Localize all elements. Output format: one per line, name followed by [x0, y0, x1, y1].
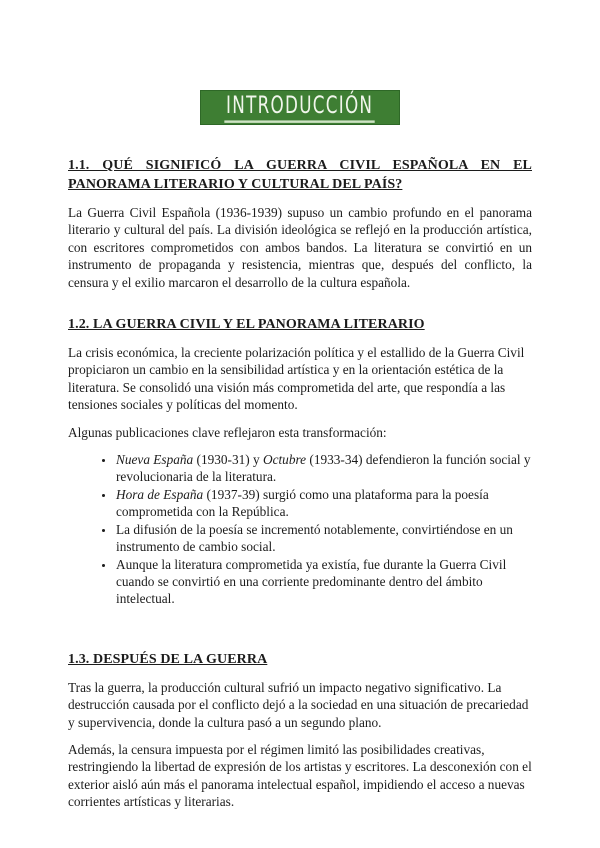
list-item-literatura-comprometida — [115, 556, 532, 608]
publication-title: Hora de España — [116, 486, 204, 502]
list-item-hora-de-espana — [115, 486, 532, 521]
paragraph-censorship: Además, la censura impuesta por el régimen limitó las posibilidades creativas, restringiendo la libertad de expresión de los artistas y escritores. La desconexión con el exterior aisló aún más el panorama intelectual español, impidiendo el acceso a nuevas corrientes artísticas y literarias. — [68, 741, 532, 810]
list-item-text: (1933-34) defendieron la función social y revolucionaria de la literatura. — [116, 452, 531, 485]
list-item-text: Aunque la literatura comprometida ya existía, fue durante la Guerra Civil cuando se convirtió en una corriente predominante dentro del ámbito intelectual. — [116, 556, 507, 607]
list-item-difusion-poesia — [115, 521, 532, 556]
title-row — [0, 90, 600, 130]
section-heading-1-2: 1.2. LA GUERRA CIVIL Y EL PANORAMA LITERARIO — [68, 317, 425, 333]
list-item-text: La difusión de la poesía se incrementó notablemente, convirtiéndose en un instrumento de cambio social. — [116, 521, 513, 555]
paragraph-civil-war-overview: La Guerra Civil Española (1936-1939) supuso un cambio profundo en el panorama literario y cultural del país. La división ideológica se reflejó en la producción artística, con escritores comprometidos con ambos bandos. La literatura se convirtió en un instrumento de propaganda y resistencia, mientras que, después del conflicto, la censura y el exilio marcaron el desarrollo de la cultura española. — [68, 205, 532, 290]
section-heading-1-1: 1.1. QUÉ SIGNIFICÓ LA GUERRA CIVIL ESPAÑOLA EN EL PANORAMA LITERARIO Y CULTURAL DEL PAÍS? — [68, 158, 532, 192]
publication-title: Octubre — [262, 452, 307, 468]
intro-title: INTRODUCCIÓN — [225, 91, 376, 123]
paragraph-publications-intro: Algunas publicaciones clave reflejaron esta transformación: — [68, 424, 387, 440]
paragraph-postwar-impact: Tras la guerra, la producción cultural sufrió un impacto negativo significativo. La destrucción causada por el conflicto dejó a la sociedad en una situación de precariedad y supervivencia, donde la cultura pasó a un segundo plano. — [68, 679, 529, 730]
paragraph-crisis: La crisis económica, la creciente polarización política y el estallido de la Guerra Civil propiciaron un cambio en la sensibilidad artística y en la orientación estética de la literatura. Se consolidó una visión más comprometida del arte, que respondía a las tensiones sociales y políticas del momento. — [68, 345, 525, 413]
publications-list — [68, 451, 532, 608]
list-item-text: (1937-39) surgió como una plataforma para la poesía comprometida con la República. — [116, 486, 489, 520]
intro-title-badge — [200, 90, 399, 125]
list-item-nueva-espana — [115, 451, 532, 486]
publication-title: Nueva España — [116, 452, 194, 468]
document-body — [0, 156, 600, 811]
list-item-text: (1930-31) y — [193, 452, 263, 468]
section-heading-1-3: 1.3. DESPUÉS DE LA GUERRA — [68, 651, 268, 667]
